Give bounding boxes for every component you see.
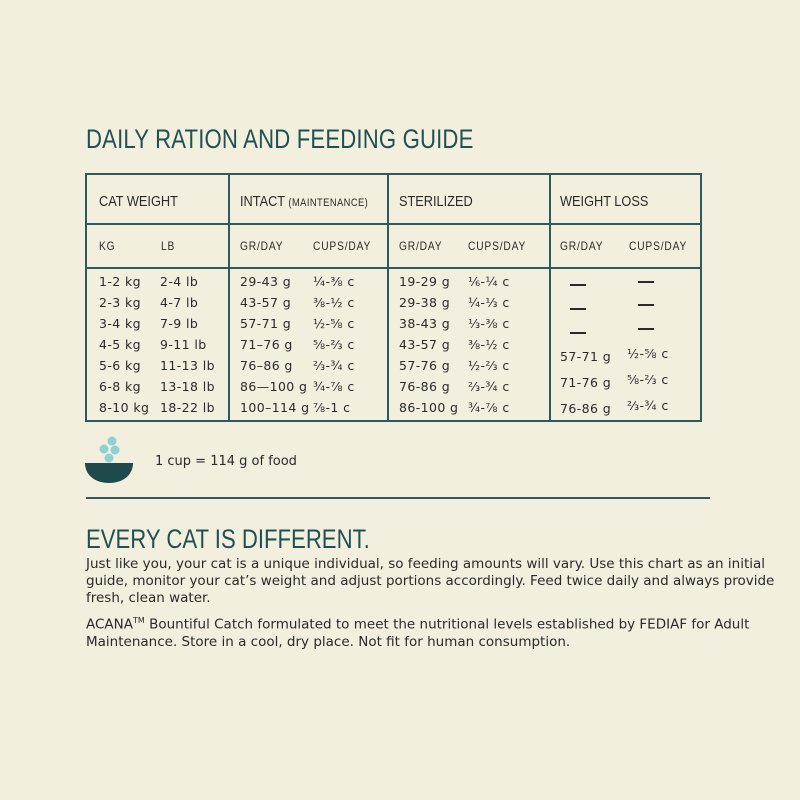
header-sterilized: STERILIZED	[399, 193, 473, 210]
subheader-ster-gr: GR/DAY	[399, 239, 443, 253]
cell-ster-c: ½-⅔ c	[468, 358, 510, 373]
cell-ster-g: 19-29 g	[399, 274, 451, 289]
product-text: Bountiful Catch formulated to meet the nutritional levels established by FEDIAF for Adult Maintenance. Store in a cool, dry place. Not fit for human consumption.	[86, 616, 750, 650]
header-intact-label: INTACT	[240, 193, 285, 210]
cell-ster-g: 38-43 g	[399, 316, 451, 331]
cell-lb: 13-18 lb	[160, 379, 215, 394]
header-cat-weight: CAT WEIGHT	[99, 193, 178, 210]
cell-loss-c-dash	[638, 281, 654, 283]
trademark-mark: TM	[133, 616, 145, 625]
cell-intact-g: 71–76 g	[240, 337, 293, 352]
cell-loss-c: ⅝-⅔ c	[627, 372, 669, 387]
cell-kg: 4-5 kg	[99, 337, 141, 352]
subheader-intact-cups: CUPS/DAY	[313, 239, 372, 253]
subheader-loss-cups: CUPS/DAY	[629, 239, 688, 253]
cell-lb: 7-9 lb	[160, 316, 199, 331]
cell-loss-c-dash	[638, 304, 654, 306]
intro-paragraph: Just like you, your cat is a unique individual, so feeding amounts will vary. Use this chart as an initial guide, monitor your cat’s weight and adjust portions accordingly. Feed twice daily and always provide fresh, clean water.	[86, 556, 775, 606]
cell-intact-c: ⅔-¾ c	[313, 358, 355, 373]
cell-loss-c-dash	[638, 328, 654, 330]
table-divider	[87, 223, 700, 225]
section-title: EVERY CAT IS DIFFERENT.	[86, 524, 370, 554]
table-divider	[387, 175, 389, 420]
bowl-icon	[84, 436, 136, 484]
cell-intact-g: 100–114 g	[240, 400, 310, 415]
header-weight-loss: WEIGHT LOSS	[560, 193, 649, 210]
cell-ster-c: ⅜-½ c	[468, 337, 510, 352]
table-divider	[549, 175, 551, 420]
cell-kg: 1-2 kg	[99, 274, 141, 289]
cell-loss-c: ⅔-¾ c	[627, 398, 669, 413]
cell-intact-g: 57-71 g	[240, 316, 292, 331]
cell-kg: 2-3 kg	[99, 295, 141, 310]
cup-conversion-note: 1 cup = 114 g of food	[155, 454, 297, 469]
cell-ster-c: ⅙-¼ c	[468, 274, 510, 289]
cell-ster-c: ⅓-⅜ c	[468, 316, 510, 331]
cell-lb: 2-4 lb	[160, 274, 199, 289]
cell-kg: 5-6 kg	[99, 358, 141, 373]
feeding-table	[85, 173, 702, 422]
section-divider	[86, 497, 710, 499]
cell-ster-g: 57-76 g	[399, 358, 451, 373]
cell-loss-g: 57-71 g	[560, 349, 612, 364]
cell-ster-g: 86-100 g	[399, 400, 459, 415]
cell-loss-g-dash	[570, 308, 586, 310]
cell-loss-g-dash	[570, 284, 586, 286]
cell-intact-c: ⅝-⅔ c	[313, 337, 355, 352]
brand-name: ACANA	[86, 616, 133, 633]
cell-intact-g: 76–86 g	[240, 358, 293, 373]
cell-lb: 11-13 lb	[160, 358, 215, 373]
page-title: DAILY RATION AND FEEDING GUIDE	[86, 124, 474, 154]
product-paragraph	[86, 612, 796, 651]
subheader-kg: KG	[99, 239, 116, 253]
cell-lb: 9-11 lb	[160, 337, 207, 352]
cell-loss-c: ½-⅝ c	[627, 346, 669, 361]
cell-ster-c: ⅔-¾ c	[468, 379, 510, 394]
cell-ster-c: ¾-⅞ c	[468, 400, 510, 415]
cell-intact-c: ⅜-½ c	[313, 295, 355, 310]
table-divider	[228, 175, 230, 420]
cell-loss-g-dash	[570, 332, 586, 334]
cell-ster-g: 43-57 g	[399, 337, 451, 352]
table-divider	[87, 267, 700, 269]
cell-lb: 4-7 lb	[160, 295, 199, 310]
cell-intact-g: 43-57 g	[240, 295, 292, 310]
cell-intact-c: ⅞-1 c	[313, 400, 351, 415]
cell-intact-c: ½-⅝ c	[313, 316, 355, 331]
cell-loss-g: 76-86 g	[560, 401, 612, 416]
cell-ster-g: 29-38 g	[399, 295, 451, 310]
cell-intact-c: ¼-⅜ c	[313, 274, 355, 289]
cell-intact-g: 86—100 g	[240, 379, 308, 394]
header-intact-sub: (MAINTENANCE)	[288, 197, 369, 209]
cell-intact-c: ¾-⅞ c	[313, 379, 355, 394]
subheader-intact-gr: GR/DAY	[240, 239, 284, 253]
cell-intact-g: 29-43 g	[240, 274, 292, 289]
subheader-loss-gr: GR/DAY	[560, 239, 604, 253]
cell-kg: 8-10 kg	[99, 400, 150, 415]
cell-ster-g: 76-86 g	[399, 379, 451, 394]
cell-lb: 18-22 lb	[160, 400, 215, 415]
cell-loss-g: 71-76 g	[560, 375, 612, 390]
header-intact	[240, 193, 368, 210]
subheader-lb: LB	[161, 239, 176, 253]
cell-ster-c: ¼-⅓ c	[468, 295, 510, 310]
subheader-ster-cups: CUPS/DAY	[468, 239, 527, 253]
cell-kg: 3-4 kg	[99, 316, 141, 331]
cell-kg: 6-8 kg	[99, 379, 141, 394]
